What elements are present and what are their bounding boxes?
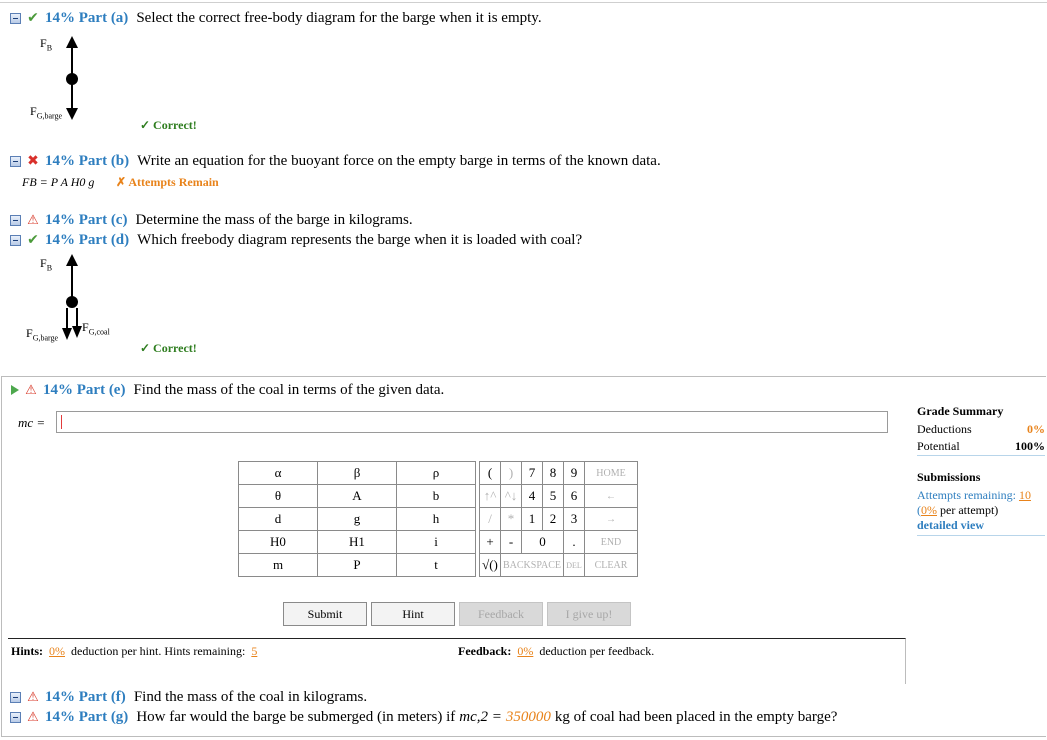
part-c-label: 14% Part (c) — [45, 211, 128, 228]
key-clear[interactable]: CLEAR — [585, 554, 638, 577]
key-H0[interactable]: H0 — [239, 531, 318, 554]
attempts-value: 10 — [1018, 488, 1031, 502]
top-rule — [0, 2, 1047, 3]
part-a-label: 14% Part (a) — [45, 9, 129, 26]
submit-button[interactable]: Submit — [283, 602, 367, 626]
symbol-keypad — [238, 461, 476, 577]
attempts-line — [917, 488, 1045, 503]
collapse-icon[interactable] — [10, 692, 21, 703]
part-e-row — [10, 380, 444, 400]
answer-label: mc = — [18, 415, 46, 430]
part-e-label: 14% Part (e) — [43, 381, 126, 398]
feedback-info — [458, 644, 654, 659]
part-d-label: 14% Part (d) — [45, 231, 130, 248]
key-4[interactable]: 4 — [522, 485, 543, 508]
answer-input[interactable] — [56, 411, 888, 433]
key-8[interactable]: 8 — [543, 462, 564, 485]
submissions-title: Submissions — [917, 470, 981, 484]
hint-button[interactable]: Hint — [371, 602, 455, 626]
collapse-icon[interactable] — [10, 712, 21, 723]
fbd-a-fg: $F_{G,barge}$ — [30, 104, 63, 121]
up-arrow-icon — [66, 36, 78, 48]
part-b-equation: FB = P A H0 g — [22, 175, 95, 189]
key-b[interactable]: b — [397, 485, 476, 508]
detailed-view-link[interactable]: detailed view — [917, 518, 984, 532]
key-0[interactable]: 0 — [522, 531, 564, 554]
part-b-attempts-remain: ✗ Attempts Remain — [116, 175, 219, 189]
per-attempt-line — [917, 503, 1045, 518]
key-m[interactable]: m — [239, 554, 318, 577]
key-subscript[interactable]: ^↓ — [501, 485, 522, 508]
cross-icon: ✖ — [27, 153, 39, 169]
key-3[interactable]: 3 — [564, 508, 585, 531]
key-2[interactable]: 2 — [543, 508, 564, 531]
part-a-text: Select the correct free-body diagram for the barge when it is empty. — [136, 9, 542, 26]
feedback-label: Feedback: — [458, 644, 512, 658]
key-t[interactable]: t — [397, 554, 476, 577]
up-arrow-icon — [66, 254, 78, 266]
key-rho[interactable]: ρ — [397, 462, 476, 485]
collapse-icon[interactable] — [10, 156, 21, 167]
key-superscript[interactable]: ↑^ — [480, 485, 501, 508]
potential-value: 100% — [1015, 439, 1045, 453]
key-left-arrow[interactable]: ← — [585, 485, 638, 508]
warning-icon: ⚠ — [25, 382, 37, 398]
part-d-text: Which freebody diagram represents the barge when it is loaded with coal? — [137, 231, 583, 248]
key-plus[interactable]: + — [480, 531, 501, 554]
fbd-a-fb: $F_B$ — [40, 36, 53, 53]
deductions-value: 0% — [1027, 422, 1045, 436]
deductions-label: Deductions — [917, 422, 972, 436]
part-d-correct: ✓ Correct! — [140, 341, 197, 355]
part-g-value: 350000 — [505, 708, 551, 725]
grade-summary — [917, 404, 1045, 454]
part-d-row — [10, 230, 582, 250]
text-caret — [61, 415, 62, 429]
check-icon: ✔ — [27, 232, 39, 248]
down-arrow-icon — [66, 108, 78, 120]
part-g-row — [10, 707, 837, 727]
key-h[interactable]: h — [397, 508, 476, 531]
hints-pct: 0% — [49, 644, 66, 658]
part-a-row — [10, 8, 542, 28]
key-d[interactable]: d — [239, 508, 318, 531]
hints-info — [11, 644, 260, 659]
collapse-icon[interactable] — [10, 215, 21, 226]
grade-divider — [917, 455, 1045, 456]
part-g-label: 14% Part (g) — [45, 708, 129, 725]
key-minus[interactable]: - — [501, 531, 522, 554]
submissions-panel — [917, 470, 1045, 536]
key-backspace[interactable]: BACKSPACE — [501, 554, 564, 577]
hints-text: deduction per hint. Hints remaining: — [71, 644, 246, 658]
deductions-line — [917, 422, 1045, 437]
part-f-text: Find the mass of the coal in kilograms. — [133, 688, 368, 705]
key-1[interactable]: 1 — [522, 508, 543, 531]
key-del[interactable]: DEL — [564, 554, 585, 577]
key-5[interactable]: 5 — [543, 485, 564, 508]
per-attempt-open-paren: ( — [917, 503, 921, 517]
warning-icon: ⚠ — [27, 709, 39, 725]
key-H1[interactable]: H1 — [318, 531, 397, 554]
fbd-d-fb: $F_B$ — [40, 256, 53, 273]
per-attempt-pct: 0% — [921, 503, 937, 517]
key-dot[interactable]: . — [564, 531, 585, 554]
numeric-keypad — [479, 461, 638, 577]
warning-icon: ⚠ — [27, 212, 39, 228]
hints-label: Hints: — [11, 644, 44, 658]
hints-feedback-bar — [8, 638, 906, 684]
give-up-button[interactable]: I give up! — [547, 602, 631, 626]
key-sqrt[interactable]: √() — [480, 554, 501, 577]
fbd-d-fg-barge: $F_{G,barge}$ — [26, 326, 59, 343]
expand-icon[interactable] — [11, 385, 19, 395]
part-g-text-after: kg of coal had been placed in the empty barge? — [554, 708, 838, 725]
key-theta[interactable]: θ — [239, 485, 318, 508]
warning-icon: ⚠ — [27, 689, 39, 705]
part-c-row — [10, 210, 413, 230]
fbd-d-fg-coal: $F_{G,coal}$ — [82, 320, 110, 337]
part-g-variable: mc,2 = — [459, 708, 502, 725]
key-close-paren[interactable]: ) — [501, 462, 522, 485]
part-e-text: Find the mass of the coal in terms of the given data. — [133, 381, 445, 398]
key-P[interactable]: P — [318, 554, 397, 577]
potential-label: Potential — [917, 439, 960, 453]
key-i[interactable]: i — [397, 531, 476, 554]
part-b-label: 14% Part (b) — [45, 152, 130, 169]
key-divide[interactable]: / — [480, 508, 501, 531]
key-right-arrow[interactable]: → — [585, 508, 638, 531]
key-A[interactable]: A — [318, 485, 397, 508]
key-7[interactable]: 7 — [522, 462, 543, 485]
key-g[interactable]: g — [318, 508, 397, 531]
part-g-text-before: How far would the barge be submerged (in meters) if — [136, 708, 456, 725]
feedback-text: deduction per feedback. — [539, 644, 655, 658]
key-6[interactable]: 6 — [564, 485, 585, 508]
collapse-icon[interactable] — [10, 235, 21, 246]
feedback-pct: 0% — [517, 644, 534, 658]
key-home[interactable]: HOME — [585, 462, 638, 485]
potential-line — [917, 439, 1045, 454]
hints-remaining: 5 — [251, 644, 258, 658]
barge-dot-icon — [66, 73, 78, 85]
down-arrow-icon — [72, 326, 82, 338]
part-b-row — [10, 151, 661, 171]
feedback-button[interactable]: Feedback — [459, 602, 543, 626]
collapse-icon[interactable] — [10, 13, 21, 24]
check-icon: ✔ — [27, 10, 39, 26]
key-9[interactable]: 9 — [564, 462, 585, 485]
grade-summary-title: Grade Summary — [917, 404, 1004, 418]
key-open-paren[interactable]: ( — [480, 462, 501, 485]
part-a-correct: ✓ Correct! — [140, 118, 197, 132]
attempts-label: Attempts remaining: — [917, 488, 1016, 502]
part-f-label: 14% Part (f) — [45, 688, 126, 705]
per-attempt-text: per attempt) — [940, 503, 999, 517]
key-alpha[interactable]: α — [239, 462, 318, 485]
part-f-row — [10, 687, 367, 707]
key-multiply[interactable]: * — [501, 508, 522, 531]
key-end[interactable]: END — [585, 531, 638, 554]
key-beta[interactable]: β — [318, 462, 397, 485]
down-arrow-icon — [62, 328, 72, 340]
part-b-text: Write an equation for the buoyant force on the empty barge in terms of the known data. — [137, 152, 661, 169]
barge-dot-icon — [66, 296, 78, 308]
part-c-text: Determine the mass of the barge in kilograms. — [135, 211, 413, 228]
